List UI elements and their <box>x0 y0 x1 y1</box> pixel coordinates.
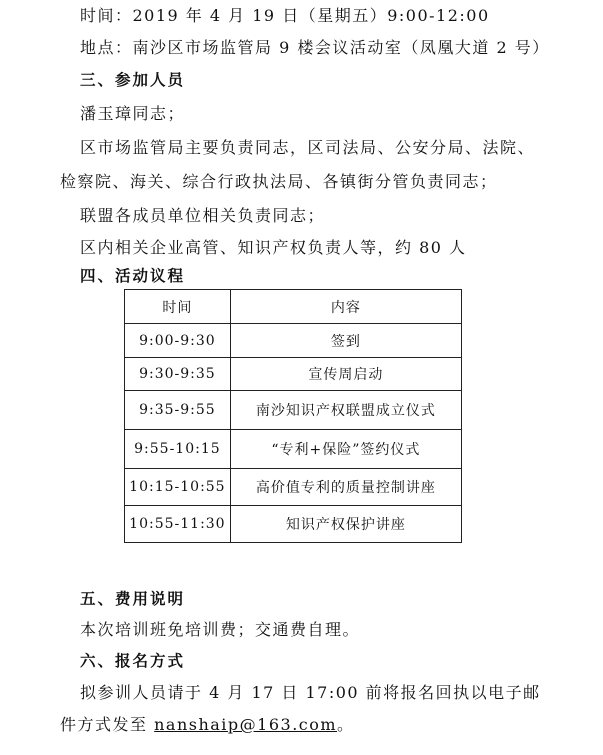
agenda-header-content: 内容 <box>230 290 461 324</box>
section-heading-registration: 六、报名方式 <box>80 652 186 670</box>
meeting-time: 时间：2019 年 4 月 19 日（星期五）9:00-12:00 <box>80 6 490 25</box>
meeting-place: 地点：南沙区市场监管局 9 楼会议活动室（凤凰大道 2 号） <box>80 38 550 57</box>
fees-text: 本次培训班免培训费；交通费自理。 <box>80 620 361 639</box>
section-heading-fees: 五、费用说明 <box>80 590 186 608</box>
agenda-table <box>124 289 462 543</box>
agenda-content-cell: 南沙知识产权联盟成立仪式 <box>230 391 461 430</box>
agenda-content-cell: 知识产权保护讲座 <box>230 506 461 543</box>
agenda-content-cell: 签到 <box>230 324 461 358</box>
section-heading-agenda: 四、活动议程 <box>80 267 186 285</box>
agenda-row <box>125 324 462 358</box>
agenda-time-cell: 10:15-10:55 <box>125 469 231 506</box>
email-link[interactable]: nanshaip@163.com <box>154 715 338 734</box>
agenda-row <box>125 358 462 391</box>
participant-line-1: 潘玉璋同志； <box>80 104 186 123</box>
agenda-row <box>125 469 462 506</box>
agenda-content-cell: 宣传周启动 <box>230 358 461 391</box>
agenda-time-cell: 9:55-10:15 <box>125 430 231 469</box>
agenda-time-cell: 10:55-11:30 <box>125 506 231 543</box>
registration-line-2-prefix: 件方式发至 <box>60 715 155 734</box>
agenda-content-cell: “专利+保险”签约仪式 <box>230 430 461 469</box>
section-heading-participants: 三、参加人员 <box>80 71 186 89</box>
agenda-header-time: 时间 <box>125 290 231 324</box>
participant-line-4: 区内相关企业高管、知识产权负责人等，约 80 人 <box>80 238 467 257</box>
agenda-time-cell: 9:00-9:30 <box>125 324 231 358</box>
agenda-time-cell: 9:35-9:55 <box>125 391 231 430</box>
agenda-header-row <box>125 290 462 324</box>
registration-line-1: 拟参训人员请于 4 月 17 日 17:00 前将报名回执以电子邮 <box>80 683 541 702</box>
agenda-row <box>125 506 462 543</box>
registration-line-2-suffix: 。 <box>337 715 355 734</box>
agenda-row <box>125 391 462 430</box>
participant-line-2b: 检察院、海关、综合行政执法局、各镇街分管负责同志； <box>60 172 498 191</box>
agenda-content-cell: 高价值专利的质量控制讲座 <box>230 469 461 506</box>
participant-line-3: 联盟各成员单位相关负责同志； <box>80 206 326 225</box>
agenda-row <box>125 430 462 469</box>
registration-line-2 <box>60 715 355 735</box>
participant-line-2a: 区市场监管局主要负责同志，区司法局、公安分局、法院、 <box>80 138 536 157</box>
agenda-time-cell: 9:30-9:35 <box>125 358 231 391</box>
